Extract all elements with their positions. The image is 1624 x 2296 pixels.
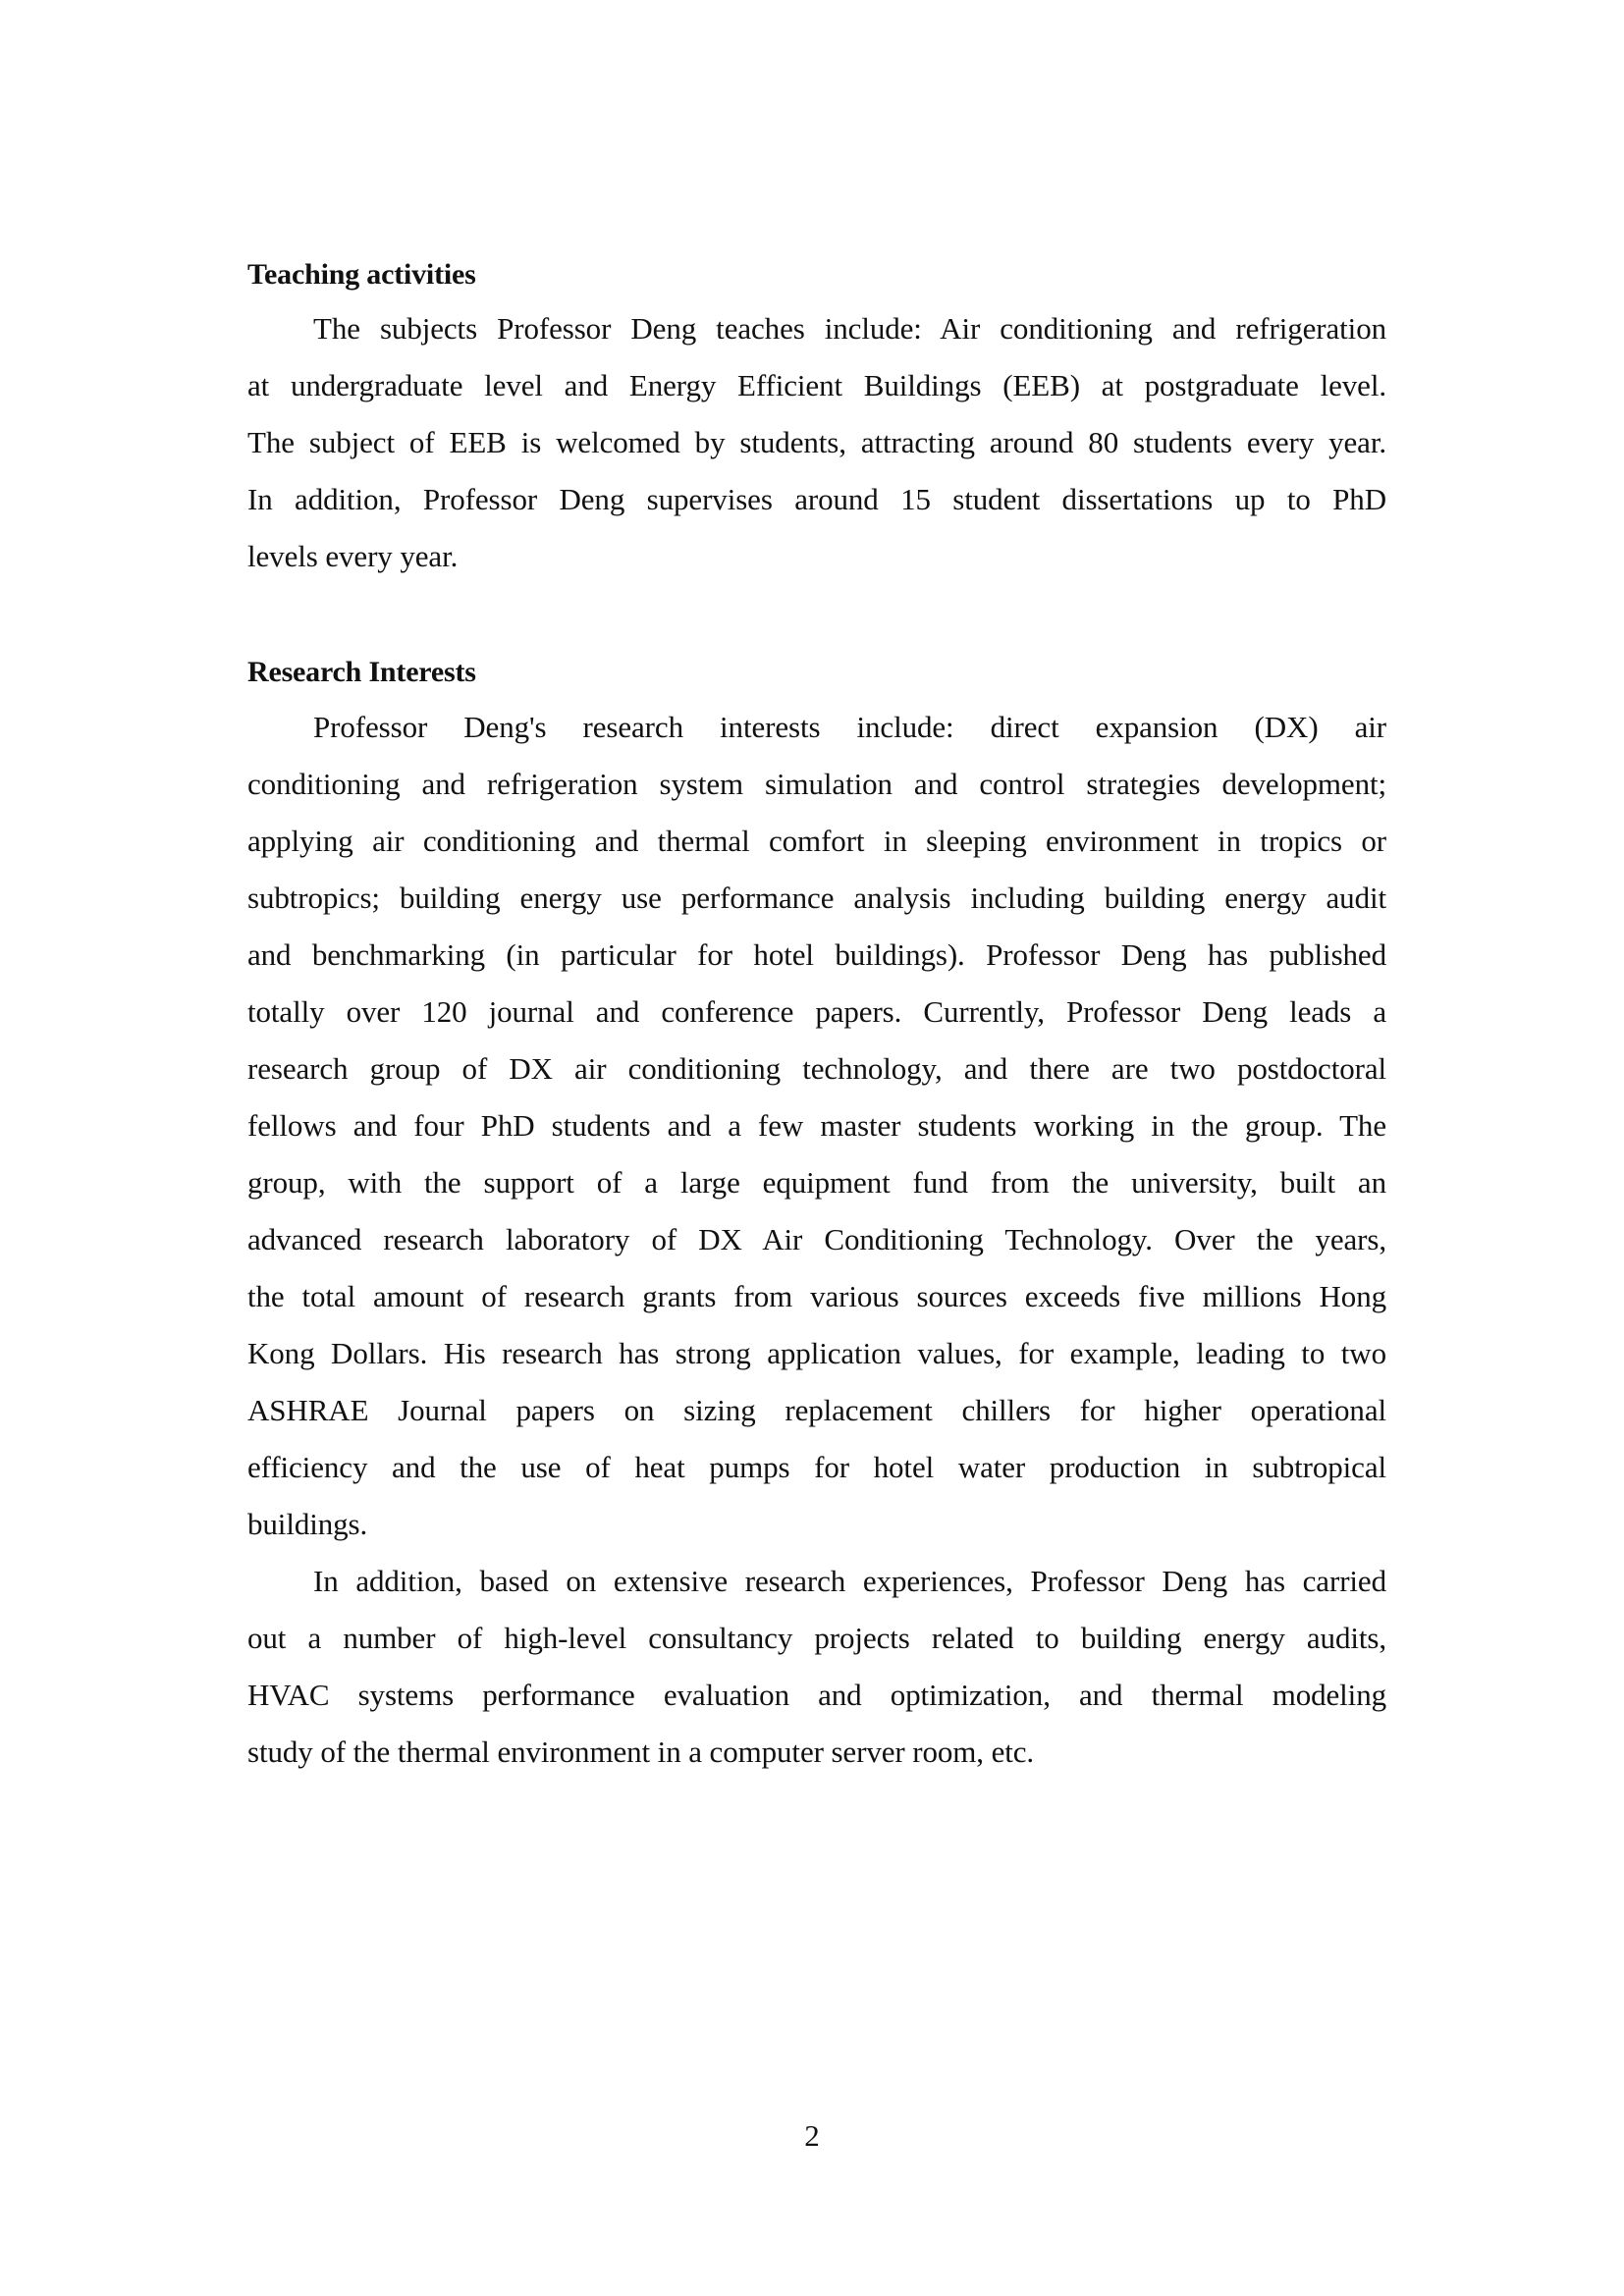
- paragraph-line: The subject of EEB is welcomed by students, attracting around 80 students every year.: [247, 425, 1386, 459]
- paragraph-line: The subjects Professor Deng teaches include: Air conditioning and refrigeration: [313, 311, 1386, 346]
- paragraph-line: Professor Deng's research interests include: direct expansion (DX) air: [313, 710, 1386, 744]
- section-heading-research-interests: Research Interests: [247, 656, 476, 688]
- paragraph-line: HVAC systems performance evaluation and optimization, and thermal modeling: [247, 1678, 1386, 1712]
- paragraph-consultancy: [247, 1553, 1386, 1781]
- paragraph-line: advanced research laboratory of DX Air Conditioning Technology. Over the years,: [247, 1222, 1386, 1256]
- paragraph-line: group, with the support of a large equipment fund from the university, built an: [247, 1165, 1386, 1200]
- paragraph-line: research group of DX air conditioning technology, and there are two postdoctoral: [247, 1051, 1386, 1086]
- paragraph-line: levels every year.: [247, 539, 459, 573]
- paragraph-line: and benchmarking (in particular for hotel buildings). Professor Deng has published: [247, 937, 1386, 972]
- paragraph-line: efficiency and the use of heat pumps for hotel water production in subtropical: [247, 1450, 1386, 1484]
- paragraph-line: In addition, based on extensive research experiences, Professor Deng has carried: [313, 1564, 1386, 1598]
- paragraph-line: Kong Dollars. His research has strong application values, for example, leading to two: [247, 1336, 1386, 1370]
- paragraph-line: conditioning and refrigeration system simulation and control strategies development;: [247, 767, 1386, 801]
- paragraph-line: at undergraduate level and Energy Efficient Buildings (EEB) at postgraduate level.: [247, 368, 1386, 402]
- paragraph-line: ASHRAE Journal papers on sizing replacement chillers for higher operational: [247, 1393, 1386, 1427]
- paragraph-line: fellows and four PhD students and a few master students working in the group. The: [247, 1108, 1386, 1143]
- paragraph-line: the total amount of research grants from various sources exceeds five millions Hong: [247, 1279, 1386, 1313]
- paragraph-line: In addition, Professor Deng supervises around 15 student dissertations up to PhD: [247, 482, 1386, 516]
- paragraph-line: out a number of high-level consultancy projects related to building energy audits,: [247, 1621, 1386, 1655]
- paragraph-line: study of the thermal environment in a computer server room, etc.: [247, 1735, 1035, 1769]
- paragraph-line: applying air conditioning and thermal comfort in sleeping environment in tropics or: [247, 824, 1386, 858]
- page-number: 2: [804, 2118, 820, 2153]
- paragraph-research-interests: [247, 699, 1386, 1553]
- paragraph-teaching: [247, 300, 1386, 585]
- section-heading-teaching-activities: Teaching activities: [247, 258, 476, 291]
- paragraph-line: totally over 120 journal and conference papers. Currently, Professor Deng leads a: [247, 994, 1386, 1029]
- paragraph-line: buildings.: [247, 1507, 368, 1541]
- paragraph-line: subtropics; building energy use performance analysis including building energy audit: [247, 881, 1386, 915]
